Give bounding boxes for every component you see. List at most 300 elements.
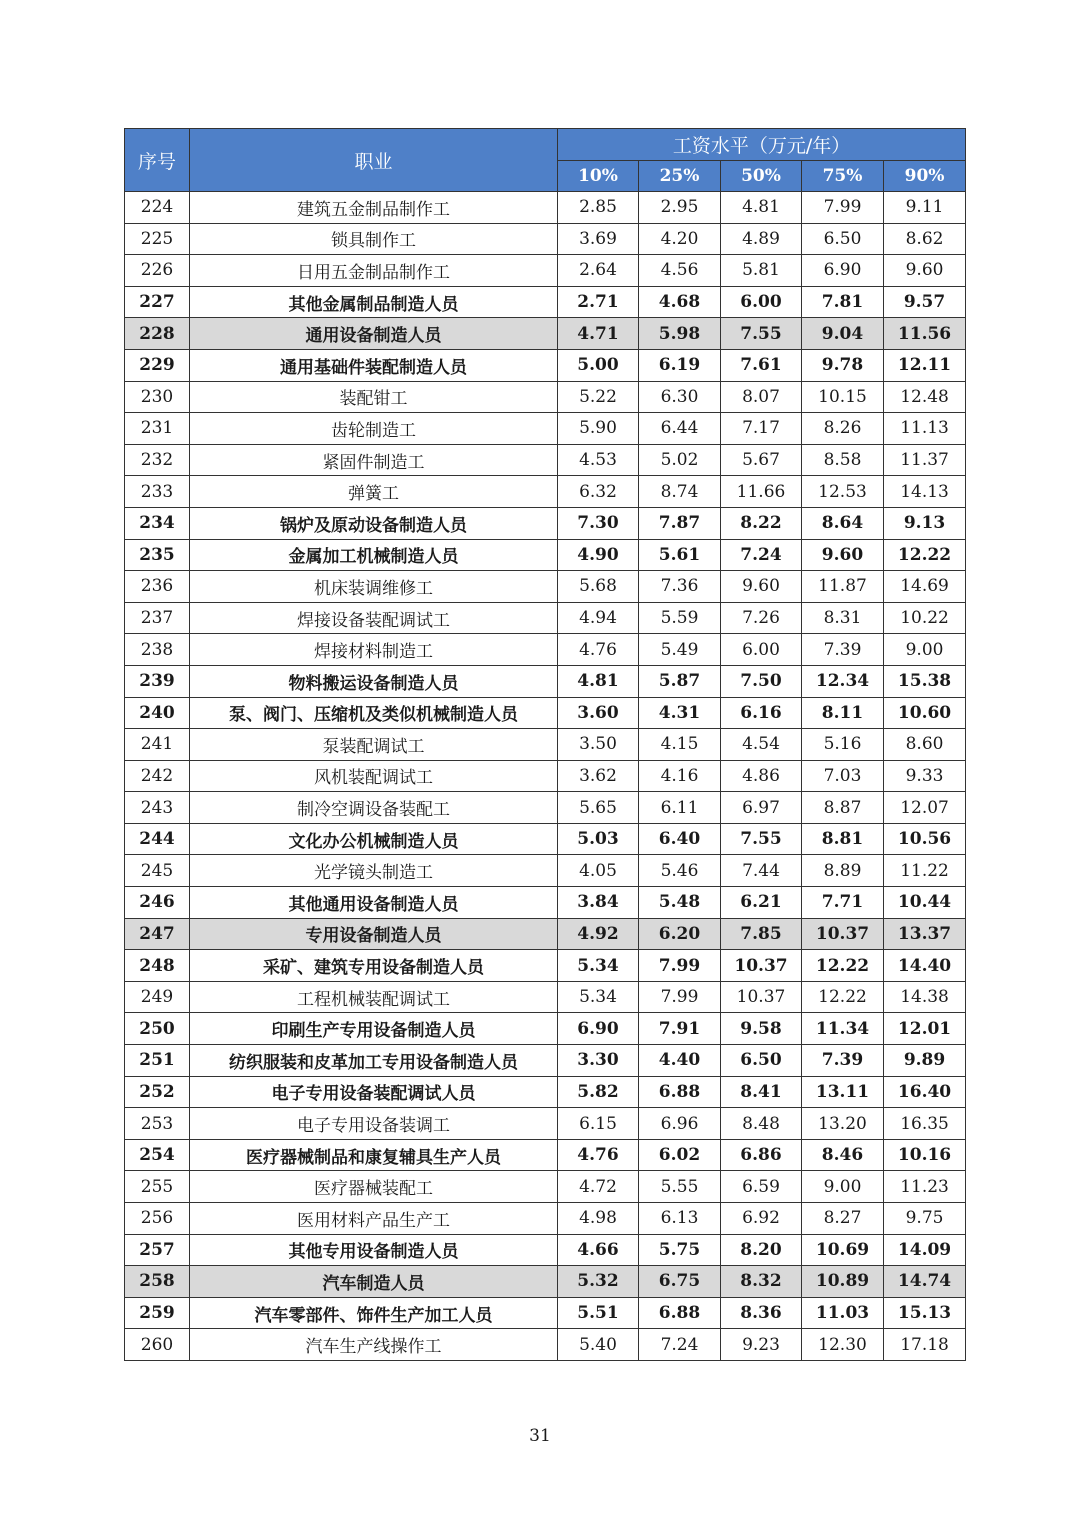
cell-p75: 12.22 (802, 981, 884, 1013)
cell-p50: 9.58 (721, 1013, 802, 1045)
cell-p90: 9.57 (884, 286, 966, 318)
cell-job: 汽车生产线操作工 (190, 1329, 558, 1361)
cell-p90: 16.40 (884, 1076, 966, 1108)
cell-job: 物料搬运设备制造人员 (190, 665, 558, 697)
cell-p25: 5.75 (639, 1234, 721, 1266)
cell-p90: 12.48 (884, 381, 966, 413)
cell-p90: 9.33 (884, 760, 966, 792)
cell-job: 紧固件制造工 (190, 444, 558, 476)
cell-job: 其他通用设备制造人员 (190, 887, 558, 919)
table-row (125, 1203, 966, 1235)
cell-p25: 5.49 (639, 634, 721, 666)
table-row (125, 476, 966, 508)
table-row (125, 1045, 966, 1077)
cell-p50: 4.89 (721, 223, 802, 255)
table-row (125, 1013, 966, 1045)
cell-p10: 4.98 (558, 1203, 639, 1235)
cell-p75: 6.90 (802, 255, 884, 287)
cell-p75: 12.53 (802, 476, 884, 508)
cell-p90: 9.11 (884, 192, 966, 224)
cell-job: 电子专用设备装配调试人员 (190, 1076, 558, 1108)
cell-job: 泵、阀门、压缩机及类似机械制造人员 (190, 697, 558, 729)
cell-seq: 231 (125, 413, 190, 445)
cell-p75: 11.87 (802, 571, 884, 603)
cell-p50: 7.50 (721, 665, 802, 697)
cell-p75: 12.30 (802, 1329, 884, 1361)
cell-p90: 14.13 (884, 476, 966, 508)
cell-seq: 248 (125, 950, 190, 982)
cell-p75: 8.89 (802, 855, 884, 887)
cell-seq: 253 (125, 1108, 190, 1140)
header-p75: 75% (802, 161, 884, 192)
cell-p90: 9.89 (884, 1045, 966, 1077)
cell-job: 纺织服装和皮革加工专用设备制造人员 (190, 1045, 558, 1077)
cell-p25: 6.30 (639, 381, 721, 413)
cell-p90: 8.62 (884, 223, 966, 255)
cell-p10: 6.32 (558, 476, 639, 508)
cell-p10: 2.85 (558, 192, 639, 224)
cell-p90: 9.75 (884, 1203, 966, 1235)
cell-seq: 232 (125, 444, 190, 476)
table-row (125, 634, 966, 666)
cell-seq: 250 (125, 1013, 190, 1045)
cell-p90: 10.56 (884, 823, 966, 855)
cell-p10: 7.30 (558, 507, 639, 539)
cell-p75: 11.03 (802, 1297, 884, 1329)
cell-p10: 5.00 (558, 349, 639, 381)
cell-p75: 9.04 (802, 318, 884, 350)
cell-seq: 252 (125, 1076, 190, 1108)
table-row (125, 1076, 966, 1108)
cell-p10: 4.76 (558, 634, 639, 666)
cell-p75: 8.31 (802, 602, 884, 634)
cell-p10: 3.30 (558, 1045, 639, 1077)
cell-p10: 5.03 (558, 823, 639, 855)
cell-p25: 6.11 (639, 792, 721, 824)
cell-seq: 224 (125, 192, 190, 224)
cell-p90: 10.60 (884, 697, 966, 729)
cell-p75: 8.58 (802, 444, 884, 476)
cell-seq: 239 (125, 665, 190, 697)
cell-seq: 234 (125, 507, 190, 539)
cell-seq: 249 (125, 981, 190, 1013)
cell-p10: 2.71 (558, 286, 639, 318)
cell-p25: 6.96 (639, 1108, 721, 1140)
cell-p25: 7.24 (639, 1329, 721, 1361)
cell-p10: 5.40 (558, 1329, 639, 1361)
cell-p90: 9.60 (884, 255, 966, 287)
cell-p75: 13.11 (802, 1076, 884, 1108)
cell-seq: 244 (125, 823, 190, 855)
cell-p25: 5.98 (639, 318, 721, 350)
cell-p75: 8.81 (802, 823, 884, 855)
cell-p50: 11.66 (721, 476, 802, 508)
cell-job: 其他专用设备制造人员 (190, 1234, 558, 1266)
cell-p10: 6.90 (558, 1013, 639, 1045)
cell-p75: 8.11 (802, 697, 884, 729)
cell-p25: 2.95 (639, 192, 721, 224)
cell-p25: 5.55 (639, 1171, 721, 1203)
cell-job: 专用设备制造人员 (190, 918, 558, 950)
cell-job: 通用设备制造人员 (190, 318, 558, 350)
cell-p90: 14.69 (884, 571, 966, 603)
cell-p25: 4.20 (639, 223, 721, 255)
cell-p50: 6.00 (721, 634, 802, 666)
cell-p10: 5.90 (558, 413, 639, 445)
cell-p75: 11.34 (802, 1013, 884, 1045)
cell-job: 锅炉及原动设备制造人员 (190, 507, 558, 539)
cell-p25: 4.15 (639, 729, 721, 761)
cell-seq: 251 (125, 1045, 190, 1077)
cell-p90: 8.60 (884, 729, 966, 761)
cell-p25: 5.46 (639, 855, 721, 887)
cell-p90: 17.18 (884, 1329, 966, 1361)
table-row (125, 665, 966, 697)
table-row (125, 539, 966, 571)
cell-p50: 6.92 (721, 1203, 802, 1235)
cell-p75: 5.16 (802, 729, 884, 761)
cell-p75: 10.37 (802, 918, 884, 950)
cell-p10: 3.60 (558, 697, 639, 729)
cell-p50: 8.07 (721, 381, 802, 413)
cell-p50: 5.81 (721, 255, 802, 287)
cell-p90: 12.22 (884, 539, 966, 571)
table-row (125, 223, 966, 255)
cell-p50: 6.97 (721, 792, 802, 824)
cell-job: 弹簧工 (190, 476, 558, 508)
cell-p50: 8.36 (721, 1297, 802, 1329)
cell-p90: 11.37 (884, 444, 966, 476)
cell-p75: 8.46 (802, 1139, 884, 1171)
cell-p50: 5.67 (721, 444, 802, 476)
cell-p90: 11.22 (884, 855, 966, 887)
cell-p25: 7.99 (639, 981, 721, 1013)
cell-p25: 4.68 (639, 286, 721, 318)
table-row (125, 602, 966, 634)
cell-p50: 6.86 (721, 1139, 802, 1171)
cell-job: 风机装配调试工 (190, 760, 558, 792)
cell-p50: 10.37 (721, 981, 802, 1013)
table-row (125, 1234, 966, 1266)
cell-seq: 241 (125, 729, 190, 761)
cell-p75: 10.15 (802, 381, 884, 413)
cell-seq: 236 (125, 571, 190, 603)
cell-p90: 11.56 (884, 318, 966, 350)
cell-p90: 15.13 (884, 1297, 966, 1329)
cell-p10: 4.92 (558, 918, 639, 950)
cell-p25: 5.02 (639, 444, 721, 476)
cell-seq: 247 (125, 918, 190, 950)
cell-seq: 242 (125, 760, 190, 792)
cell-job: 装配钳工 (190, 381, 558, 413)
cell-seq: 238 (125, 634, 190, 666)
cell-seq: 256 (125, 1203, 190, 1235)
table-row (125, 444, 966, 476)
cell-job: 建筑五金制品制作工 (190, 192, 558, 224)
cell-p90: 11.23 (884, 1171, 966, 1203)
cell-seq: 260 (125, 1329, 190, 1361)
cell-p50: 7.26 (721, 602, 802, 634)
cell-job: 机床装调维修工 (190, 571, 558, 603)
table-row (125, 318, 966, 350)
cell-p50: 7.85 (721, 918, 802, 950)
cell-seq: 240 (125, 697, 190, 729)
cell-p25: 6.44 (639, 413, 721, 445)
cell-seq: 246 (125, 887, 190, 919)
cell-p10: 5.34 (558, 981, 639, 1013)
cell-p50: 6.00 (721, 286, 802, 318)
cell-job: 医疗器械制品和康复辅具生产人员 (190, 1139, 558, 1171)
cell-p25: 7.99 (639, 950, 721, 982)
cell-job: 其他金属制品制造人员 (190, 286, 558, 318)
cell-p25: 6.88 (639, 1297, 721, 1329)
cell-job: 文化办公机械制造人员 (190, 823, 558, 855)
cell-p25: 4.16 (639, 760, 721, 792)
cell-p10: 4.53 (558, 444, 639, 476)
table-row (125, 729, 966, 761)
cell-job: 焊接材料制造工 (190, 634, 558, 666)
cell-p75: 7.39 (802, 634, 884, 666)
cell-p25: 4.40 (639, 1045, 721, 1077)
cell-p90: 14.40 (884, 950, 966, 982)
cell-job: 泵装配调试工 (190, 729, 558, 761)
cell-job: 汽车制造人员 (190, 1266, 558, 1298)
cell-seq: 233 (125, 476, 190, 508)
cell-p10: 4.90 (558, 539, 639, 571)
cell-p10: 4.05 (558, 855, 639, 887)
table-body (125, 192, 966, 1361)
cell-p50: 9.23 (721, 1329, 802, 1361)
table-row (125, 887, 966, 919)
table-row (125, 192, 966, 224)
cell-p50: 8.48 (721, 1108, 802, 1140)
cell-p90: 10.44 (884, 887, 966, 919)
cell-p75: 10.69 (802, 1234, 884, 1266)
cell-p50: 7.44 (721, 855, 802, 887)
cell-p10: 4.76 (558, 1139, 639, 1171)
table-row (125, 1108, 966, 1140)
table-header (125, 129, 966, 192)
header-job: 职业 (190, 129, 558, 192)
cell-p90: 12.07 (884, 792, 966, 824)
cell-p50: 6.21 (721, 887, 802, 919)
cell-p75: 8.26 (802, 413, 884, 445)
cell-p25: 4.31 (639, 697, 721, 729)
cell-job: 日用五金制品制作工 (190, 255, 558, 287)
table-row (125, 507, 966, 539)
cell-job: 齿轮制造工 (190, 413, 558, 445)
cell-job: 汽车零部件、饰件生产加工人员 (190, 1297, 558, 1329)
cell-p75: 7.99 (802, 192, 884, 224)
cell-p10: 2.64 (558, 255, 639, 287)
cell-p75: 10.89 (802, 1266, 884, 1298)
cell-p50: 8.41 (721, 1076, 802, 1108)
cell-job: 锁具制作工 (190, 223, 558, 255)
cell-p10: 4.71 (558, 318, 639, 350)
table-row (125, 349, 966, 381)
cell-p25: 5.61 (639, 539, 721, 571)
cell-p90: 14.38 (884, 981, 966, 1013)
cell-p25: 5.48 (639, 887, 721, 919)
table-row (125, 855, 966, 887)
cell-p75: 9.60 (802, 539, 884, 571)
wage-table (124, 128, 966, 1361)
cell-p90: 10.22 (884, 602, 966, 634)
cell-p50: 4.54 (721, 729, 802, 761)
cell-job: 电子专用设备装调工 (190, 1108, 558, 1140)
cell-p75: 7.81 (802, 286, 884, 318)
cell-p90: 12.11 (884, 349, 966, 381)
table-row (125, 286, 966, 318)
cell-job: 医用材料产品生产工 (190, 1203, 558, 1235)
cell-seq: 257 (125, 1234, 190, 1266)
cell-p10: 5.68 (558, 571, 639, 603)
cell-p75: 7.03 (802, 760, 884, 792)
cell-seq: 235 (125, 539, 190, 571)
table-row (125, 981, 966, 1013)
cell-p10: 3.69 (558, 223, 639, 255)
header-p50: 50% (721, 161, 802, 192)
cell-seq: 258 (125, 1266, 190, 1298)
cell-p75: 13.20 (802, 1108, 884, 1140)
cell-p25: 5.59 (639, 602, 721, 634)
cell-seq: 254 (125, 1139, 190, 1171)
cell-p90: 10.16 (884, 1139, 966, 1171)
cell-p10: 5.65 (558, 792, 639, 824)
cell-p75: 8.27 (802, 1203, 884, 1235)
cell-p50: 10.37 (721, 950, 802, 982)
cell-p50: 4.81 (721, 192, 802, 224)
cell-p10: 5.22 (558, 381, 639, 413)
header-p10: 10% (558, 161, 639, 192)
table-row (125, 950, 966, 982)
table-row (125, 1171, 966, 1203)
cell-job: 焊接设备装配调试工 (190, 602, 558, 634)
cell-p50: 7.24 (721, 539, 802, 571)
cell-p90: 9.13 (884, 507, 966, 539)
cell-p50: 6.50 (721, 1045, 802, 1077)
cell-p90: 11.13 (884, 413, 966, 445)
cell-seq: 227 (125, 286, 190, 318)
cell-p25: 7.36 (639, 571, 721, 603)
cell-p50: 7.61 (721, 349, 802, 381)
cell-p75: 8.64 (802, 507, 884, 539)
cell-p75: 6.50 (802, 223, 884, 255)
cell-p25: 4.56 (639, 255, 721, 287)
cell-p25: 6.02 (639, 1139, 721, 1171)
cell-job: 金属加工机械制造人员 (190, 539, 558, 571)
cell-seq: 255 (125, 1171, 190, 1203)
table-row (125, 1297, 966, 1329)
cell-p10: 3.62 (558, 760, 639, 792)
cell-p10: 4.66 (558, 1234, 639, 1266)
cell-p75: 7.39 (802, 1045, 884, 1077)
cell-job: 采矿、建筑专用设备制造人员 (190, 950, 558, 982)
cell-p50: 9.60 (721, 571, 802, 603)
table-row (125, 1139, 966, 1171)
header-p90: 90% (884, 161, 966, 192)
cell-seq: 245 (125, 855, 190, 887)
cell-job: 工程机械装配调试工 (190, 981, 558, 1013)
header-wage-group: 工资水平（万元/年） (558, 129, 966, 161)
cell-seq: 225 (125, 223, 190, 255)
cell-p25: 7.87 (639, 507, 721, 539)
cell-p50: 6.59 (721, 1171, 802, 1203)
cell-p90: 13.37 (884, 918, 966, 950)
cell-p25: 6.40 (639, 823, 721, 855)
cell-p25: 8.74 (639, 476, 721, 508)
cell-p50: 6.16 (721, 697, 802, 729)
cell-p25: 7.91 (639, 1013, 721, 1045)
cell-seq: 228 (125, 318, 190, 350)
cell-p10: 5.32 (558, 1266, 639, 1298)
cell-p90: 16.35 (884, 1108, 966, 1140)
table-row (125, 1266, 966, 1298)
cell-p75: 12.34 (802, 665, 884, 697)
cell-p90: 15.38 (884, 665, 966, 697)
cell-p90: 14.74 (884, 1266, 966, 1298)
cell-seq: 259 (125, 1297, 190, 1329)
cell-seq: 229 (125, 349, 190, 381)
cell-p25: 6.20 (639, 918, 721, 950)
cell-p50: 7.55 (721, 823, 802, 855)
cell-p25: 6.88 (639, 1076, 721, 1108)
cell-p75: 7.71 (802, 887, 884, 919)
table-row (125, 571, 966, 603)
table-row (125, 1329, 966, 1361)
cell-p50: 7.17 (721, 413, 802, 445)
table-row (125, 792, 966, 824)
cell-job: 通用基础件装配制造人员 (190, 349, 558, 381)
cell-p75: 12.22 (802, 950, 884, 982)
header-seq: 序号 (125, 129, 190, 192)
cell-p90: 12.01 (884, 1013, 966, 1045)
cell-job: 制冷空调设备装配工 (190, 792, 558, 824)
cell-p50: 8.32 (721, 1266, 802, 1298)
cell-p25: 6.75 (639, 1266, 721, 1298)
cell-p50: 8.20 (721, 1234, 802, 1266)
cell-job: 印刷生产专用设备制造人员 (190, 1013, 558, 1045)
table-row (125, 255, 966, 287)
cell-p25: 5.87 (639, 665, 721, 697)
table-row (125, 413, 966, 445)
cell-p10: 4.94 (558, 602, 639, 634)
cell-p75: 9.00 (802, 1171, 884, 1203)
cell-p10: 3.50 (558, 729, 639, 761)
cell-p10: 4.72 (558, 1171, 639, 1203)
cell-p50: 7.55 (721, 318, 802, 350)
cell-p75: 8.87 (802, 792, 884, 824)
cell-p25: 6.13 (639, 1203, 721, 1235)
cell-seq: 243 (125, 792, 190, 824)
table-row (125, 760, 966, 792)
header-p25: 25% (639, 161, 721, 192)
cell-p90: 9.00 (884, 634, 966, 666)
page-number: 31 (529, 1426, 551, 1446)
cell-p50: 4.86 (721, 760, 802, 792)
cell-p50: 8.22 (721, 507, 802, 539)
cell-p25: 6.19 (639, 349, 721, 381)
cell-p10: 3.84 (558, 887, 639, 919)
cell-p10: 5.82 (558, 1076, 639, 1108)
cell-seq: 237 (125, 602, 190, 634)
cell-seq: 230 (125, 381, 190, 413)
cell-p10: 4.81 (558, 665, 639, 697)
cell-p10: 5.34 (558, 950, 639, 982)
table-row (125, 918, 966, 950)
cell-p10: 5.51 (558, 1297, 639, 1329)
cell-seq: 226 (125, 255, 190, 287)
